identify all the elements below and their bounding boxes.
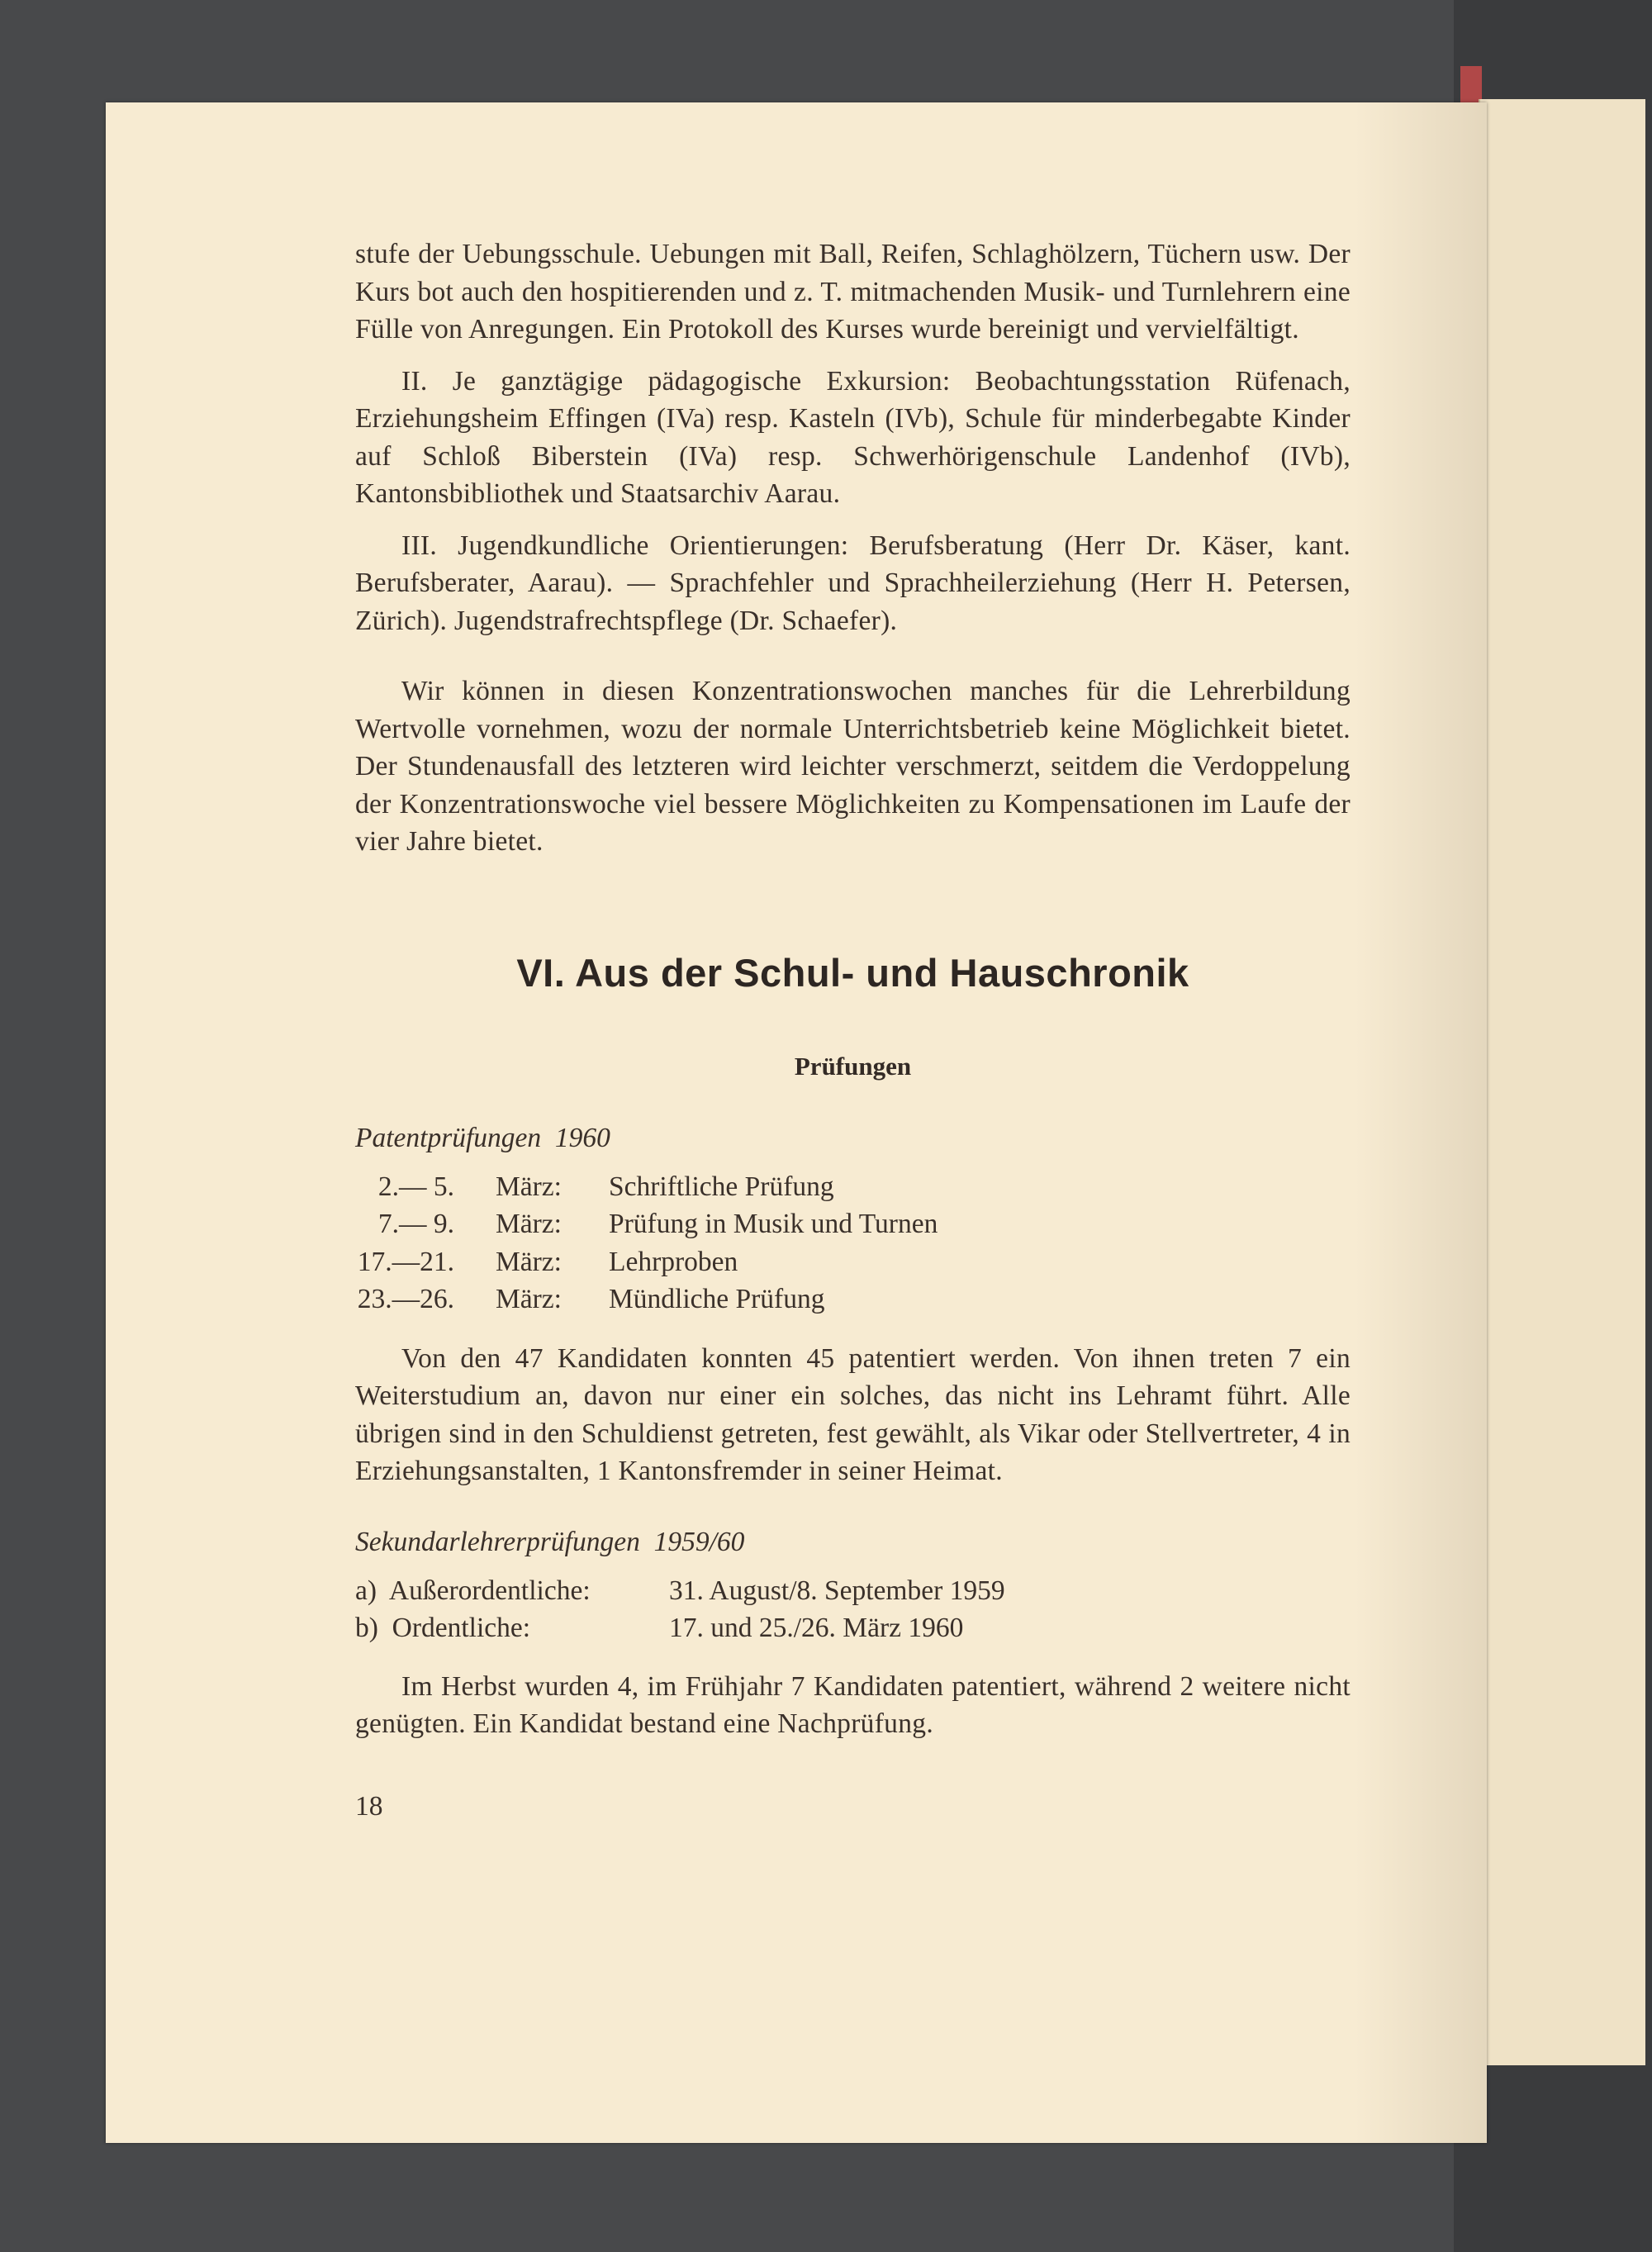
paragraph-excursion: II. Je ganztägige pädagogische Exkursion: Beobachtungsstation Rüfenach, Erziehungsheim Effingen (IVa) resp. Kasteln (IVb), Schule für minderbegabte Kinder auf Schloß Biberstein (IVa) resp. Schwerhörigenschule Landenhof (IVb), Kantonsbibliothek und Staatsarchiv Aarau. (355, 365, 1351, 509)
paragraph-concentration-weeks: Wir können in diesen Konzentrationswochen manches für die Lehrerbildung Wertvolle vornehmen, wozu der normale Unterrichtsbetrieb keine Möglichkeit bietet. Der Stundenausfall des letzteren wird leichter verschmerzt, seitdem die Verdoppelung der Konzentrationswoche viel bessere Möglichkeiten zu Kompensationen im Laufe der vier Jahre bietet. (355, 676, 1351, 857)
schedule-description: Lehrproben (609, 1246, 738, 1277)
section-title: VI. Aus der Schul- und Hauschronik (516, 950, 1189, 995)
schedule-days: 7.— 9. (377, 1209, 454, 1239)
schedule-days: 17.—21. (357, 1246, 454, 1277)
schedule-description: Prüfung in Musik und Turnen (609, 1209, 938, 1239)
schedule-row (355, 1168, 1351, 1206)
exam-type: a) Außerordentliche: (355, 1575, 591, 1606)
page-gutter-shadow (1355, 102, 1487, 2143)
schedule-month: März: (496, 1209, 562, 1239)
paragraph-orientation: III. Jugendkundliche Orientierungen: Berufsberatung (Herr Dr. Käser, kant. Berufsberater, Aarau). — Sprachfehler und Sprachheilerziehung (Herr H. Petersen, Zürich). Jugendstrafrechtspflege (Dr. Schaefer). (355, 530, 1351, 636)
schedule-description: Schriftliche Prüfung (609, 1171, 834, 1202)
exam-date-row (355, 1609, 1351, 1646)
section-subtitle: Prüfungen (794, 1051, 912, 1081)
secondary-teacher-exams-title: Sekundarlehrerprüfungen 1959/60 (355, 1526, 745, 1557)
paragraph-secondary-results: Im Herbst wurden 4, im Frühjahr 7 Kandidaten patentiert, während 2 weitere nicht genügten. Ein Kandidat bestand eine Nachprüfung. (355, 1670, 1351, 1739)
page-number: 18 (355, 1790, 383, 1822)
exam-date: 31. August/8. September 1959 (669, 1575, 1005, 1606)
schedule-row (355, 1205, 1351, 1243)
schedule-month: März: (496, 1171, 562, 1202)
paragraph-patent-results: Von den 47 Kandidaten konnten 45 patentiert werden. Von ihnen treten 7 ein Weiterstudium an, davon nur einer ein solches, das nicht ins Lehramt führt. Alle übrigen sind in den Schuldienst getreten, fest gewählt, als Vikar oder Stellvertreter, 4 in Erziehungsanstalten, 1 Kantonsfremder in seiner Heimat. (355, 1342, 1351, 1486)
page-content (355, 235, 1351, 1822)
schedule-description: Mündliche Prüfung (609, 1284, 825, 1314)
schedule-month: März: (496, 1246, 562, 1277)
schedule-row (355, 1243, 1351, 1281)
schedule-month: März: (496, 1284, 562, 1314)
paragraph-course: stufe der Uebungsschule. Uebungen mit Ball, Reifen, Schlaghölzern, Tüchern usw. Der Kurs bot auch den hospitierenden und z. T. mitmachenden Musik- und Turnlehrern eine Fülle von Anregungen. Ein Protokoll des Kurses wurde bereinigt und vervielfältigt. (355, 239, 1351, 344)
patent-schedule (355, 1168, 1351, 1318)
exam-date: 17. und 25./26. März 1960 (669, 1612, 964, 1643)
schedule-days: 2.— 5. (377, 1171, 454, 1202)
secondary-exam-dates (355, 1572, 1351, 1646)
schedule-days: 23.—26. (357, 1284, 454, 1314)
exam-type: b) Ordentliche: (355, 1612, 531, 1643)
patent-exams-title: Patentprüfungen 1960 (355, 1122, 610, 1153)
schedule-row (355, 1280, 1351, 1318)
exam-date-row (355, 1572, 1351, 1609)
adjacent-page (1479, 99, 1645, 2065)
